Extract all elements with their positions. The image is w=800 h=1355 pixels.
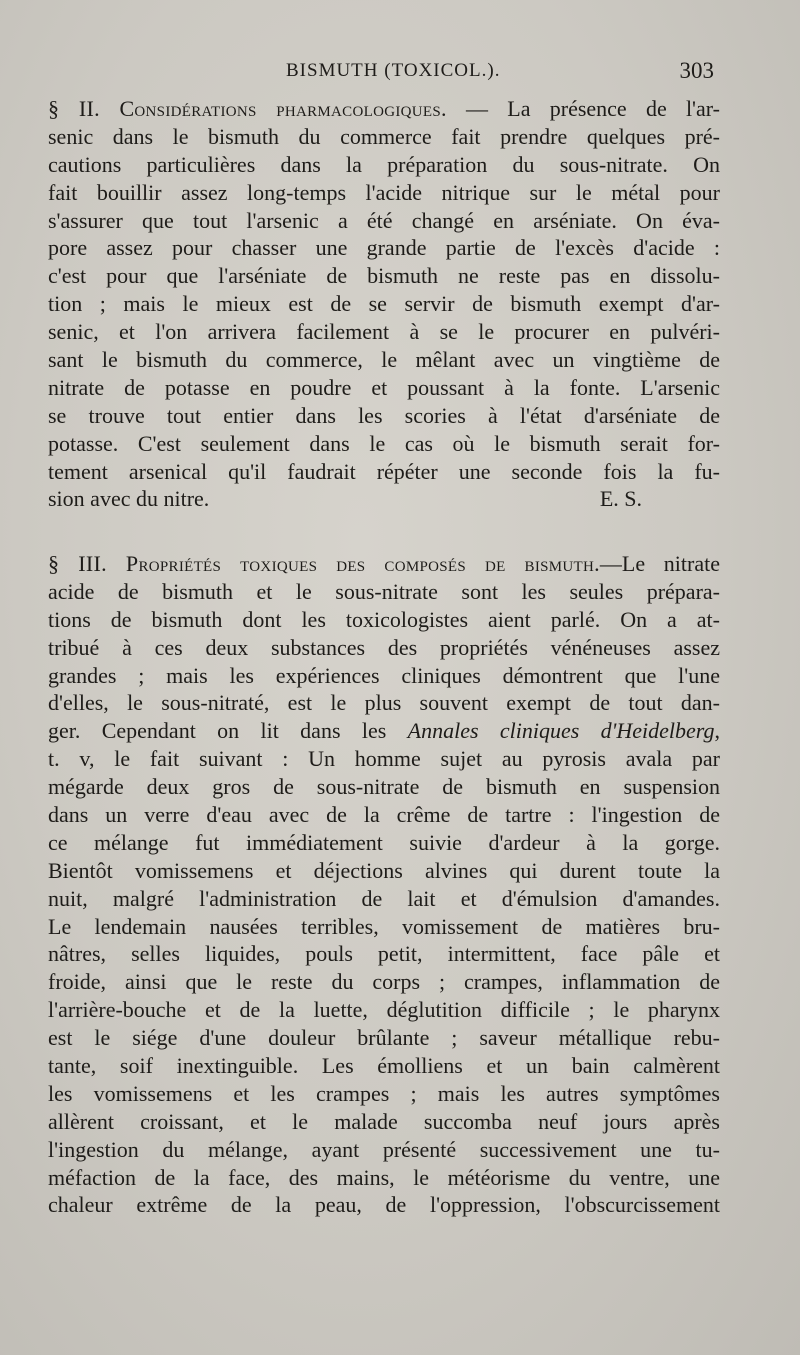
text-line: ger. Cependant on lit dans les Annales cliniques d'Heidelberg, [48,718,721,744]
text-line: chaleur extrême de la peau, de l'oppression, l'obscurcissement [48,1192,720,1218]
author-signature: E. S. [599,486,642,512]
text-line: potasse. C'est seulement dans le cas où le bismuth serait for- [48,430,720,456]
text-line: Bientôt vomissemens et déjections alvines qui durent toute la [48,857,720,883]
text-line: senic, et l'on arrivera facilement à se le procurer en pulvéri- [48,319,720,345]
text-line: allèrent croissant, et le malade succomba neuf jours après [48,1108,720,1134]
text-line: cautions particulières dans la préparation du sous-nitrate. On [48,151,720,177]
text-line: se trouve tout entier dans les scories à l'état d'arséniate de [48,402,720,428]
text-line: § III. Propriétés toxiques des composés de bismuth.—Le nitrate [48,551,720,576]
text-line: est le siége d'une douleur brûlante ; saveur métallique rebu- [48,1025,720,1051]
section-heading: § II. Considérations pharmacologiques. [48,96,447,121]
text-line: nâtres, selles liquides, pouls petit, intermittent, face pâle et [48,941,720,967]
section-toxic-properties [48,550,720,1219]
text-line: senic dans le bismuth du commerce fait prendre quelques pré- [48,123,720,149]
running-header [48,60,720,92]
text-line: méfaction de la face, des mains, le météorisme du ventre, une [48,1164,720,1190]
page-number: 303 [679,58,714,83]
text-line: d'elles, le sous-nitraté, est le plus souvent exempt de tout dan- [48,690,720,716]
text-line: nitrate de potasse en poudre et poussant à la fonte. L'arsenic [48,374,720,400]
text-line: tions de bismuth dont les toxicologistes aient parlé. On a at- [48,606,720,632]
text-line: acide de bismuth et le sous-nitrate sont les seules prépara- [48,578,720,604]
text-line: t. v, le fait suivant : Un homme sujet au pyrosis avala par [48,746,720,772]
running-title: BISMUTH (TOXICOL.). [286,60,501,81]
text-line: tante, soif inextinguible. Les émolliens et un bain calmèrent [48,1053,720,1079]
text-line: l'arrière-bouche et de la luette, déglutition difficile ; le pharynx [48,997,720,1023]
text-line: grandes ; mais les expériences cliniques démontrent que l'une [48,662,720,688]
text-line: ce mélange fut immédiatement suivie d'ardeur à la gorge. [48,829,720,855]
text-line: mégarde deux gros de sous-nitrate de bismuth en suspension [48,774,720,800]
text-line: fait bouillir assez long-temps l'acide nitrique sur le métal pour [48,179,720,205]
text-line: Le lendemain nausées terribles, vomissement de matières bru- [48,913,720,939]
text-line: pore assez pour chasser une grande partie de l'excès d'acide : [48,235,720,261]
text-line: tion ; mais le mieux est de se servir de bismuth exempt d'ar- [48,291,720,317]
text-line: nuit, malgré l'administration de lait et d'émulsion d'amandes. [48,885,720,911]
journal-title: Annales cliniques d'Heidelberg [407,718,715,744]
text-line: les vomissemens et les crampes ; mais les autres symptômes [48,1080,720,1106]
section-pharmacological-considerations [48,95,720,513]
text-line: froide, ainsi que le reste du corps ; crampes, inflammation de [48,969,720,995]
text-line: sant le bismuth du commerce, le mêlant avec un vingtième de [48,347,720,373]
text-line: s'assurer que tout l'arsenic a été changé en arséniate. On éva- [48,207,720,233]
text-line: dans un verre d'eau avec de la crême de tartre : l'ingestion de [48,802,720,828]
text-line: § II. Considérations pharmacologiques. — La présence de l'ar- [48,96,720,121]
text-line: c'est pour que l'arséniate de bismuth ne reste pas en dissolu- [48,263,720,289]
text-line: l'ingestion du mélange, ayant présenté successivement une tu- [48,1136,720,1162]
section-heading: § III. Propriétés toxiques des composés de bismuth. [48,551,600,576]
text-line: tribué à ces deux substances des propriétés vénéneuses assez [48,634,720,660]
text-line: sion avec du nitre. E. S. [48,486,642,512]
text-line: tement arsenical qu'il faudrait répéter une seconde fois la fu- [48,458,720,484]
